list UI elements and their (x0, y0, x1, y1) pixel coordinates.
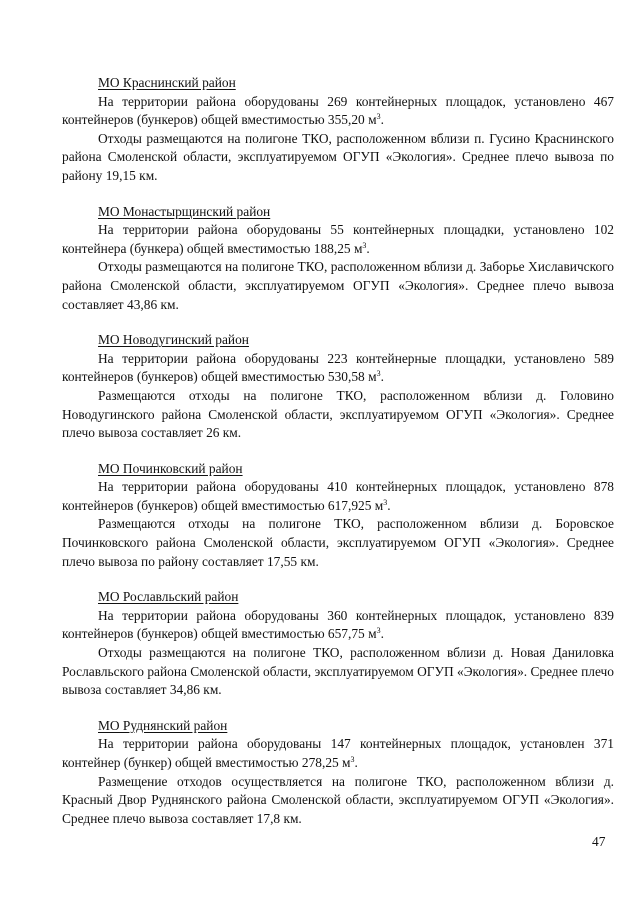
section-heading: МО Починковский район (98, 460, 243, 476)
paragraph-landfill: Размещение отходов осуществляется на полигоне ТКО, расположенном вблизи д. Красный Двор Руднянского района Смоленской области, эксплуатируемом ОГУП «Экология». Среднее плечо вывоза составляет 17,8 км. (62, 773, 614, 826)
section-heading: МО Новодугинский район (98, 332, 249, 348)
paragraph-landfill: Размещаются отходы на полигоне ТКО, расположенном вблизи д. Боровское Починковского района Смоленской области, эксплуатируемом ОГУП «Экология». Среднее плечо вывоза по району составляет 17,55 км. (62, 516, 614, 569)
paragraph-containers (62, 607, 614, 644)
section-pochinok (62, 460, 614, 572)
section-roslavl (62, 588, 614, 700)
paragraph-containers (62, 221, 614, 258)
section-heading: МО Руднянский район (98, 717, 228, 733)
section-heading: МО Монастырщинский район (98, 203, 271, 219)
paragraph-landfill: Отходы размещаются на полигоне ТКО, расположенном вблизи д. Заборье Хиславичского района Смоленской области, эксплуатируемом ОГУП «Экология». Среднее плечо вывоза составляет 43,86 км. (62, 259, 614, 312)
paragraph-containers (62, 478, 614, 515)
section-krasninsky (62, 74, 614, 186)
unit-exponent: 3 (350, 755, 355, 764)
section-novodugino (62, 331, 614, 443)
paragraph-containers (62, 350, 614, 387)
paragraph-text: На территории района оборудованы 269 контейнерных площадок, установлено 467 контейнеров (бункеров) общей вместимостью 355,20 м (62, 93, 614, 128)
sentence-end: . (380, 369, 384, 385)
unit-exponent: 3 (376, 112, 381, 122)
unit-exponent: 3 (383, 497, 388, 507)
paragraph-landfill: Размещаются отходы на полигоне ТКО, расположенном вблизи д. Головино Новодугинского района Смоленской области, эксплуатируемом ОГУП «Экология». Среднее плечо вывоза составляет 26 км. (62, 387, 614, 441)
sentence-end: . (380, 626, 384, 642)
section-monastyrshchinsky (62, 203, 614, 315)
paragraph-landfill: Отходы размещаются на полигоне ТКО, расположенном вблизи д. Новая Даниловка Рославльского района Смоленской области, эксплуатируемом ОГУП «Экология». Среднее плечо вывоза составляет 34,86 км. (62, 645, 614, 698)
paragraph-text: На территории района оборудованы 410 контейнерных площадок, установлено 878 контейнеров (бункеров) общей вместимостью 617,925 м (62, 479, 614, 513)
paragraph-text: На территории района оборудованы 147 контейнерных площадок, установлен 371 контейнер (бункер) общей вместимостью 278,25 м (62, 736, 614, 770)
section-heading: МО Рославльский район (98, 589, 239, 605)
page-number: 47 (592, 834, 606, 849)
sentence-end: . (354, 755, 358, 770)
sentence-end: . (366, 240, 370, 256)
section-heading: МО Краснинский район (98, 75, 236, 90)
unit-exponent: 3 (362, 240, 367, 250)
paragraph-text: На территории района оборудованы 360 контейнерных площадок, установлено 839 контейнеров (бункеров) общей вместимостью 657,75 м (62, 607, 614, 642)
section-rudnya (62, 717, 614, 829)
unit-exponent: 3 (376, 626, 381, 636)
paragraph-containers (62, 93, 614, 130)
unit-exponent: 3 (376, 369, 381, 379)
sentence-end: . (380, 112, 384, 128)
document-page (62, 74, 614, 845)
paragraph-landfill: Отходы размещаются на полигоне ТКО, расположенном вблизи п. Гусино Краснинского района Смоленской области, эксплуатируемом ОГУП «Экология». Среднее плечо вывоза по району 19,15 км. (62, 130, 614, 183)
paragraph-text: На территории района оборудованы 223 контейнерные площадки, установлено 589 контейнеров (бункеров) общей вместимостью 530,58 м (62, 350, 614, 385)
sentence-end: . (387, 497, 391, 513)
paragraph-containers (62, 735, 614, 772)
paragraph-text: На территории района оборудованы 55 контейнерных площадки, установлено 102 контейнера (бункера) общей вместимостью 188,25 м (62, 222, 614, 256)
